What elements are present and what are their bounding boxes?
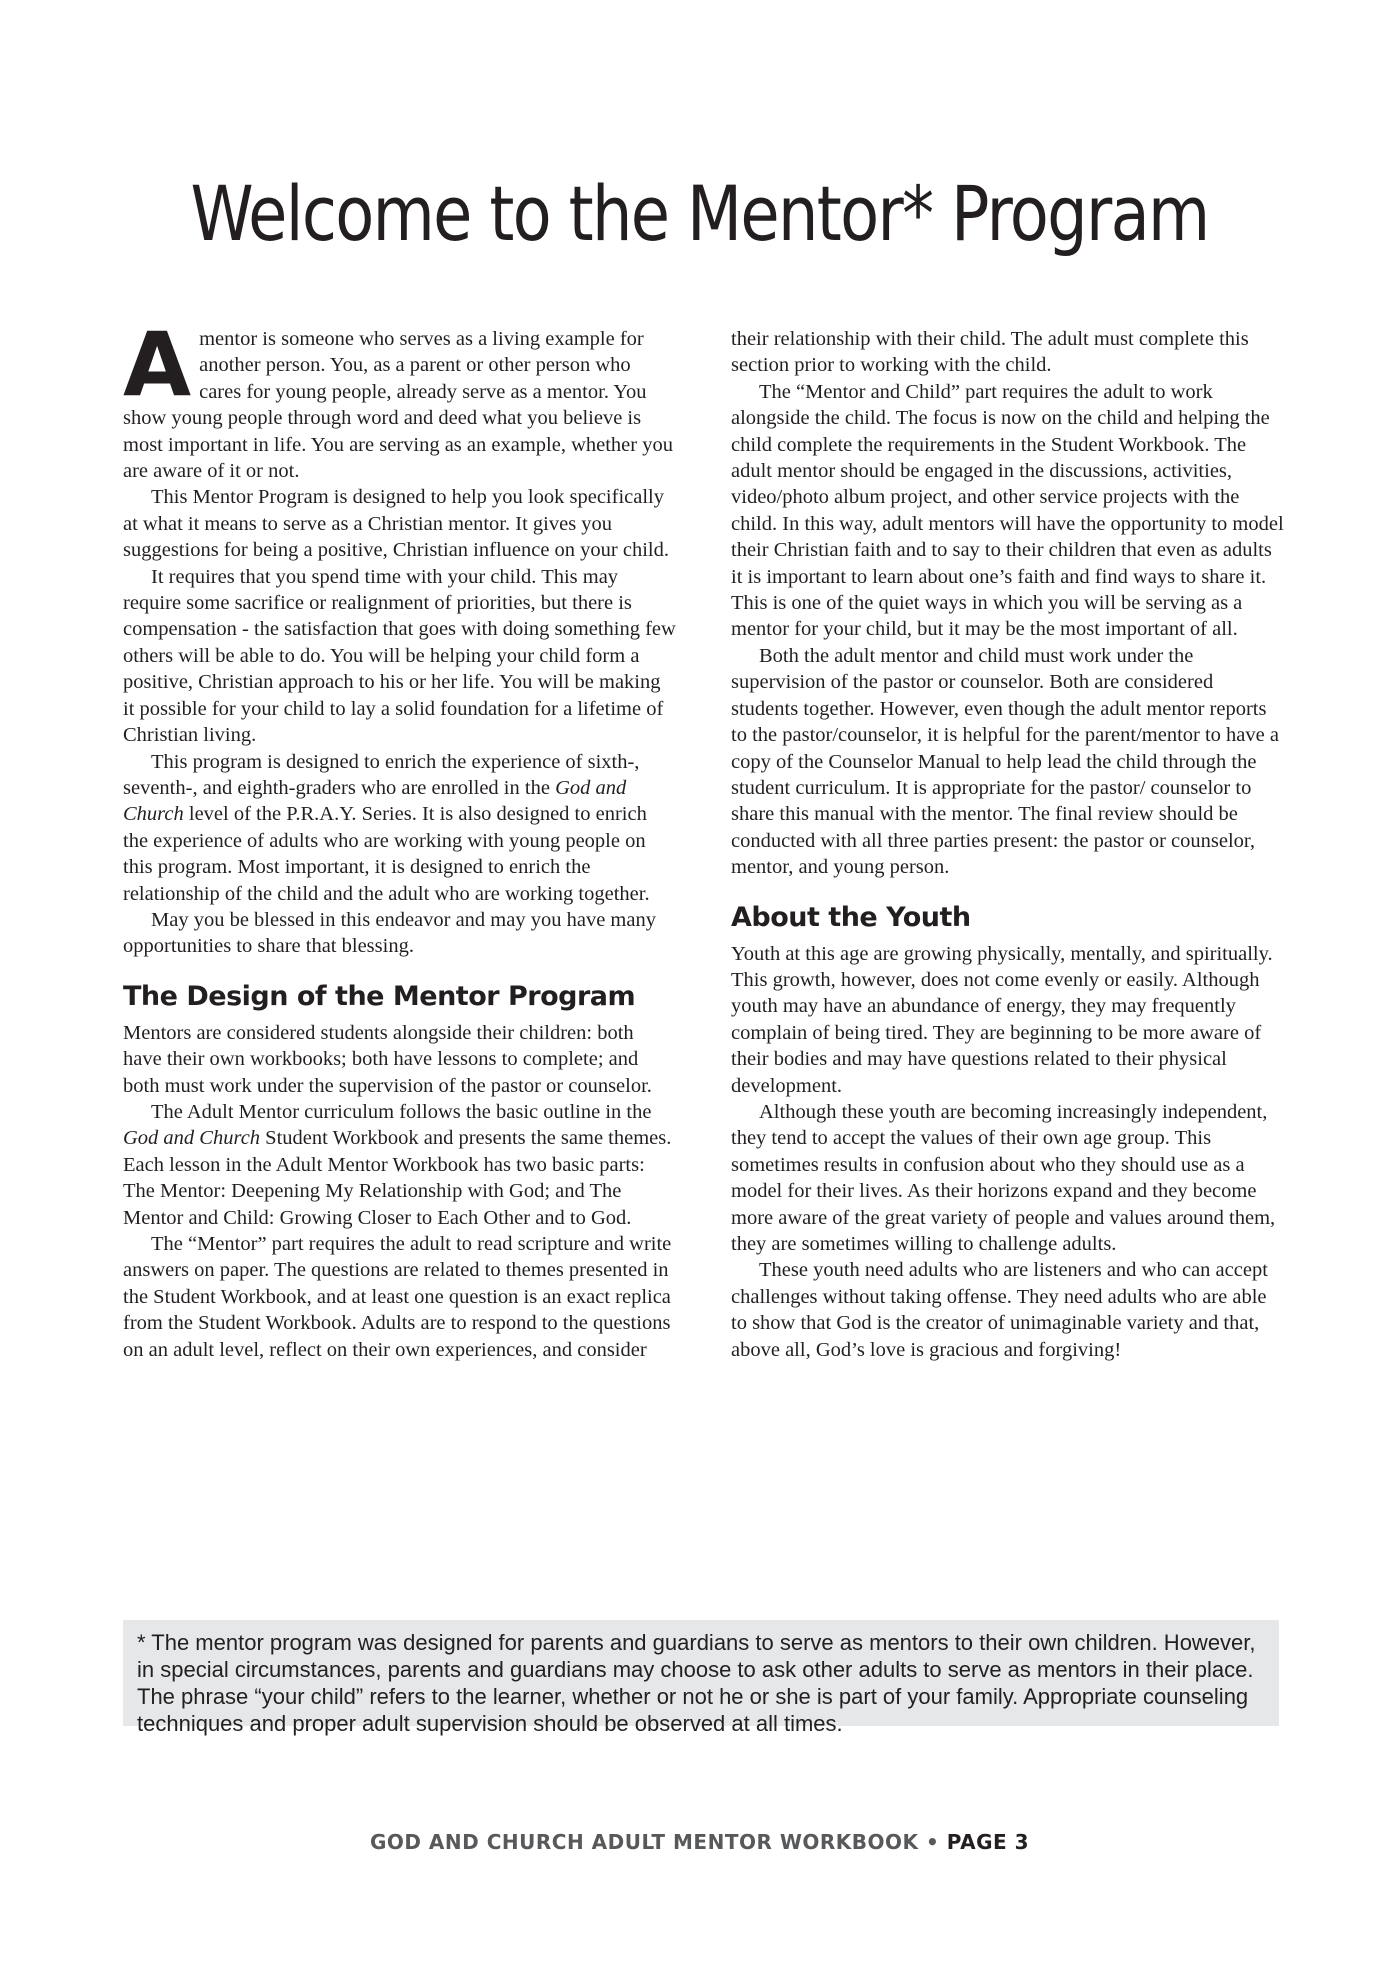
- italic-title: God and Church: [123, 1127, 261, 1150]
- footnote-box: [123, 1620, 1279, 1736]
- drop-cap: A: [123, 313, 192, 416]
- page-number: PAGE 3: [946, 1830, 1030, 1854]
- italic-title: God and Church: [123, 776, 627, 826]
- left-column: [123, 313, 676, 1363]
- page-footer: [0, 1830, 1399, 1854]
- intro-text: mentor is someone who serves as a living example for another person. You, as a parent or other person who cares for young people, already serve as a mentor. You show young people through word and deed what you believe is most important in life. You are serving as an example, whether you are aware of it or not.: [123, 328, 673, 483]
- body-paragraph: Both the adult mentor and child must work under the supervision of the pastor or counselor. Both are considered students together. However, even though the adult mentor reports to the pastor/counselor, it is helpful for the parent/mentor to have a copy of the Counselor Manual to help lead the child through the student curriculum. It is appropriate for the pastor/ counselor to share this manual with the mentor. The final review should be conducted with all three parties present: the pastor or counselor, mentor, and young person.: [731, 644, 1279, 879]
- body-paragraph: Although these youth are becoming increasingly independent, they tend to accept the values of their own age group. This sometimes results in confusion about who they should use as a model for their lives. As their horizons expand and they become more aware of the great variety of people and values around them, they are sometimes willing to challenge adults.: [731, 1100, 1276, 1255]
- body-paragraph: Mentors are considered students alongside their children: both have their own workbooks; both have lessons to complete; and both must work under the supervision of the pastor or counselor.: [123, 1021, 652, 1097]
- footnote-text: * The mentor program was designed for parents and guardians to serve as mentors to their own children. However, in special circumstances, parents and guardians may choose to ask other adults to serve as mentors in their place. The phrase “your child” refers to the learner, whether or not he or she is part of your family. Appropriate counseling techniques and proper adult supervision should be observed at all times.: [137, 1630, 1256, 1736]
- body-paragraph: May you be blessed in this endeavor and may you have many opportunities to share that blessing.: [123, 908, 656, 958]
- body-paragraph: The “Mentor” part requires the adult to read scripture and write answers on paper. The questions are related to themes presented in the Student Workbook, and at least one question is an exact replica from the Student Workbook. Adults are to respond to the questions on an adult level, reflect on their own experiences, and consider: [123, 1233, 672, 1361]
- body-paragraph: These youth need adults who are listeners and who can accept challenges without taking offense. They need adults who are able to show that God is the creator of unimaginable variety and that, above all, God’s love is gracious and forgiving!: [731, 1259, 1268, 1361]
- body-paragraph: It requires that you spend time with your child. This may require some sacrifice or realignment of priorities, but there is compensation - the satisfaction that goes with doing something few others will be able to do. You will be helping your child form a positive, Christian approach to his or her life. You will be making it possible for your child to lay a solid foundation for a lifetime of Christian living.: [123, 565, 676, 747]
- section-heading-youth: About the Youth: [731, 901, 971, 933]
- body-paragraph: their relationship with their child. The adult must complete this section prior to working with the child.: [731, 328, 1249, 377]
- footer-book-title: GOD AND CHURCH ADULT MENTOR WORKBOOK: [369, 1830, 919, 1854]
- body-paragraph: This Mentor Program is designed to help you look specifically at what it means to serve as a Christian mentor. It gives you suggestions for being a positive, Christian influence on your child.: [123, 486, 670, 562]
- footer-separator: •: [926, 1830, 940, 1854]
- body-paragraph: The “Mentor and Child” part requires the adult to work alongside the child. The focus is now on the child and helping the child complete the requirements in the Student Workbook. The adult mentor should be engaged in the discussions, activities, video/photo album project, and other service projects with the child. In this way, adult mentors will have the opportunity to model their Christian faith and to say to their children that even as adults it is important to learn about one’s faith and find ways to share it. This is one of the quiet ways in which you will be serving as a mentor for your child, but it may be the most important of all.: [731, 380, 1284, 641]
- right-column: [731, 326, 1284, 1363]
- section-heading-design: The Design of the Mentor Program: [123, 980, 636, 1012]
- body-paragraph: Youth at this age are growing physically, mentally, and spiritually. This growth, however, does not come evenly or easily. Although youth may have an abundance of energy, they may frequently complain of being tired. They are beginning to be more aware of their bodies and may have questions related to their physical development.: [731, 942, 1273, 1097]
- body-paragraph: The Adult Mentor curriculum follows the basic outline in the God and Church Student Workbook and presents the same themes. Each lesson in the Adult Mentor Workbook has two basic parts: The Mentor: Deepening My Relationship with God; and The Mentor and Child: Growing Closer to Each Other and to God.: [123, 1100, 672, 1229]
- intro-paragraph: [123, 313, 676, 484]
- body-paragraph: This program is designed to enrich the experience of sixth-, seventh-, and eighth-graders who are enrolled in the God and Church level of the P.R.A.Y. Series. It is also designed to enrich the experience of adults who are working with young people on this program. Most important, it is designed to enrich the relationship of the child and the adult who are working together.: [123, 750, 650, 905]
- page-title: Welcome to the Mentor* Program: [190, 169, 1209, 258]
